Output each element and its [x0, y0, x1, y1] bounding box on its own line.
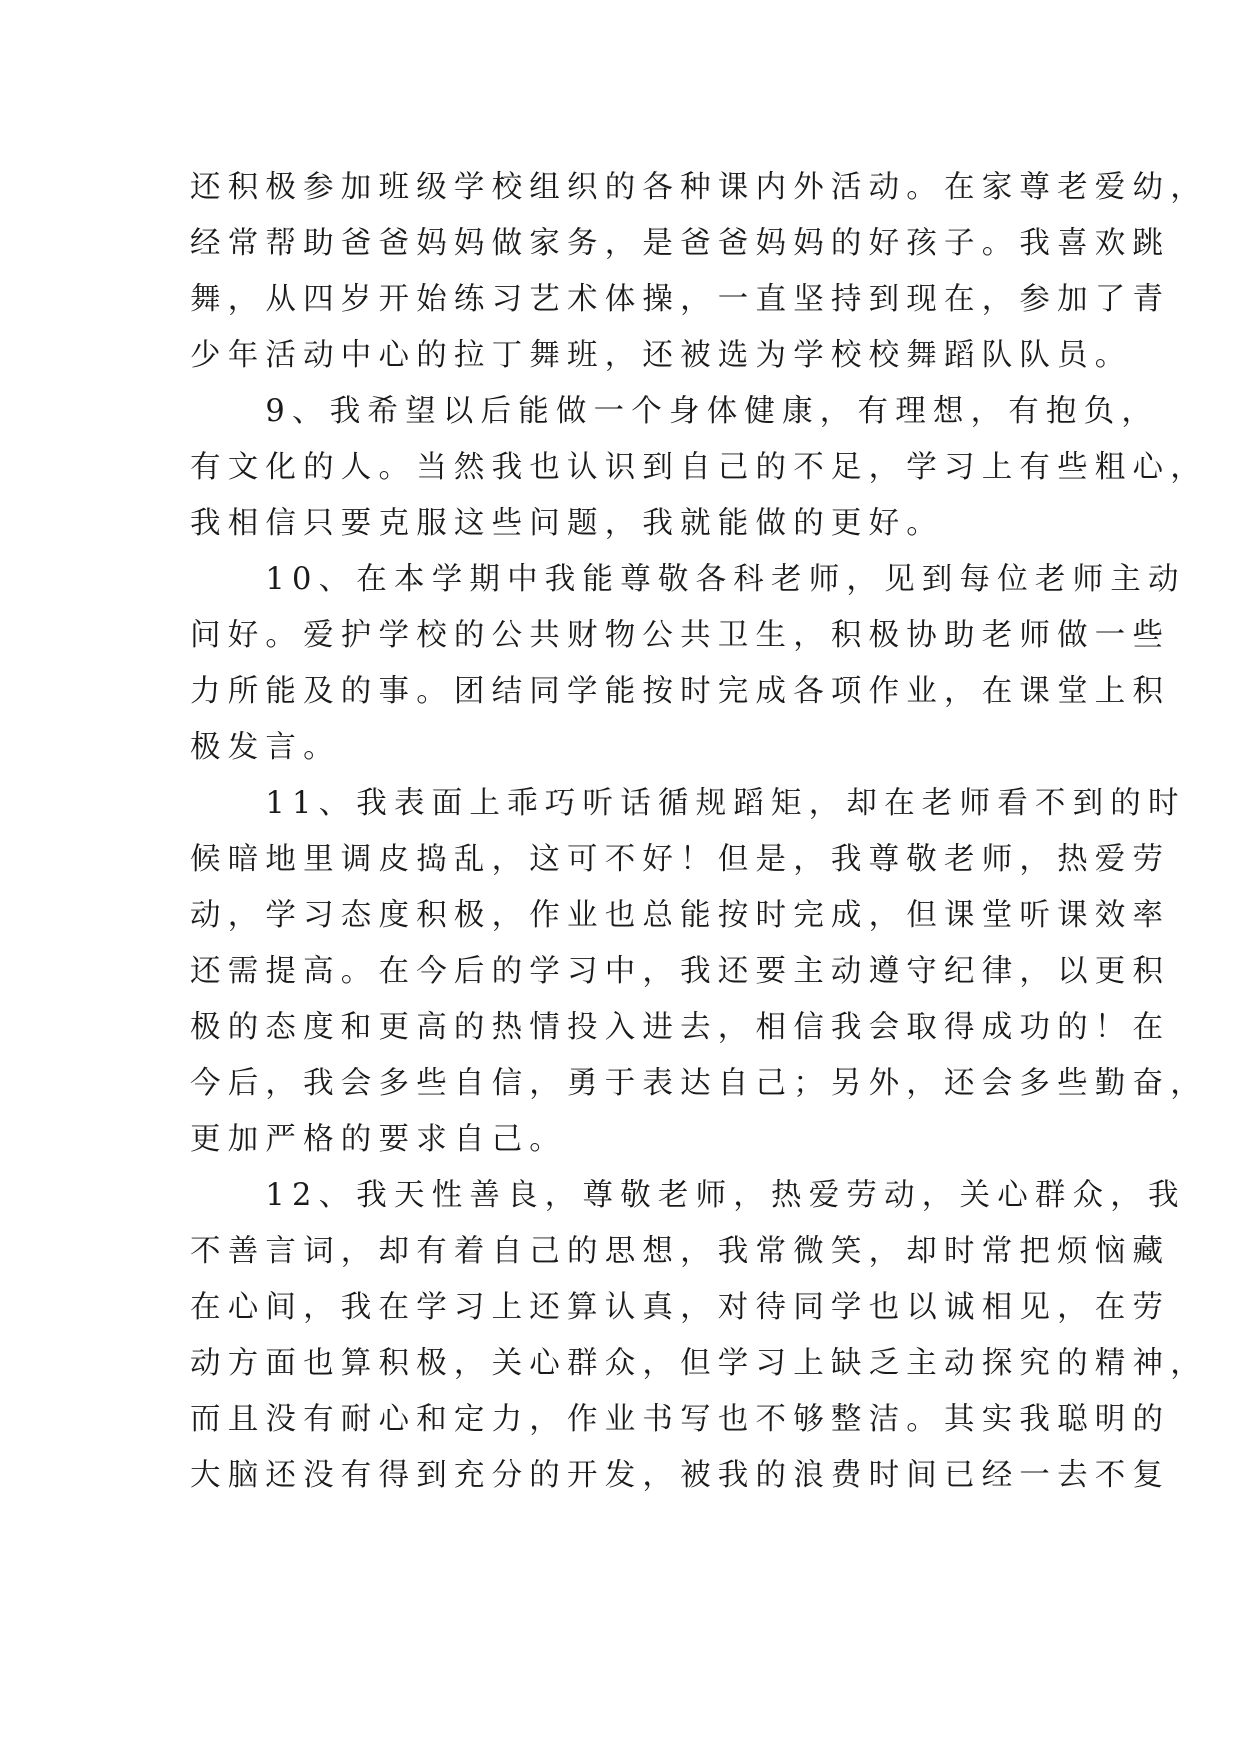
text-line: 问好。爱护学校的公共财物公共卫生，积极协助老师做一些: [190, 618, 1171, 653]
text-line: 力所能及的事。团结同学能按时完成各项作业，在课堂上积: [190, 674, 1171, 709]
text-line: 舞，从四岁开始练习艺术体操，一直坚持到现在，参加了青: [190, 282, 1171, 317]
paragraph: [190, 384, 1208, 552]
text-line: 不善言词，却有着自己的思想，我常微笑，却时常把烦恼藏: [190, 1234, 1171, 1269]
text-line: 而且没有耐心和定力，作业书写也不够整洁。其实我聪明的: [190, 1402, 1171, 1437]
paragraph: [190, 160, 1208, 384]
text-line: 经常帮助爸爸妈妈做家务，是爸爸妈妈的好孩子。我喜欢跳: [190, 226, 1171, 261]
text-line: 11、我表面上乖巧听话循规蹈矩，却在老师看不到的时: [190, 786, 1186, 821]
text-line: 还积极参加班级学校组织的各种课内外活动。在家尊老爱幼，: [190, 170, 1208, 205]
text-line: 有文化的人。当然我也认识到自己的不足，学习上有些粗心，: [190, 450, 1208, 485]
paragraph: [190, 776, 1208, 1168]
text-line: 更加严格的要求自己。: [190, 1122, 567, 1157]
text-line: 还需提高。在今后的学习中，我还要主动遵守纪律，以更积: [190, 954, 1171, 989]
paragraph: [190, 1168, 1208, 1504]
text-line: 12、我天性善良，尊敬老师，热爱劳动，关心群众，我: [190, 1178, 1186, 1213]
text-line: 极发言。: [190, 730, 341, 765]
text-line: 少年活动中心的拉丁舞班，还被选为学校校舞蹈队队员。: [190, 338, 1133, 373]
text-line: 极的态度和更高的热情投入进去，相信我会取得成功的！在: [190, 1010, 1171, 1045]
paragraph: [190, 552, 1186, 776]
text-line: 候暗地里调皮捣乱，这可不好！但是，我尊敬老师，热爱劳: [190, 842, 1171, 877]
text-line: 10、在本学期中我能尊敬各科老师，见到每位老师主动: [190, 562, 1186, 597]
text-line: 今后，我会多些自信，勇于表达自己；另外，还会多些勤奋，: [190, 1066, 1208, 1101]
text-line: 动，学习态度积极，作业也总能按时完成，但课堂听课效率: [190, 898, 1171, 933]
text-line: 在心间，我在学习上还算认真，对待同学也以诚相见，在劳: [190, 1290, 1171, 1325]
document-body: [190, 160, 1208, 1504]
text-line: 大脑还没有得到充分的开发，被我的浪费时间已经一去不复: [190, 1458, 1171, 1493]
text-line: 我相信只要克服这些问题，我就能做的更好。: [190, 506, 944, 541]
text-line: 9、我希望以后能做一个身体健康，有理想，有抱负，: [190, 394, 1160, 429]
text-line: 动方面也算积极，关心群众，但学习上缺乏主动探究的精神，: [190, 1346, 1208, 1381]
